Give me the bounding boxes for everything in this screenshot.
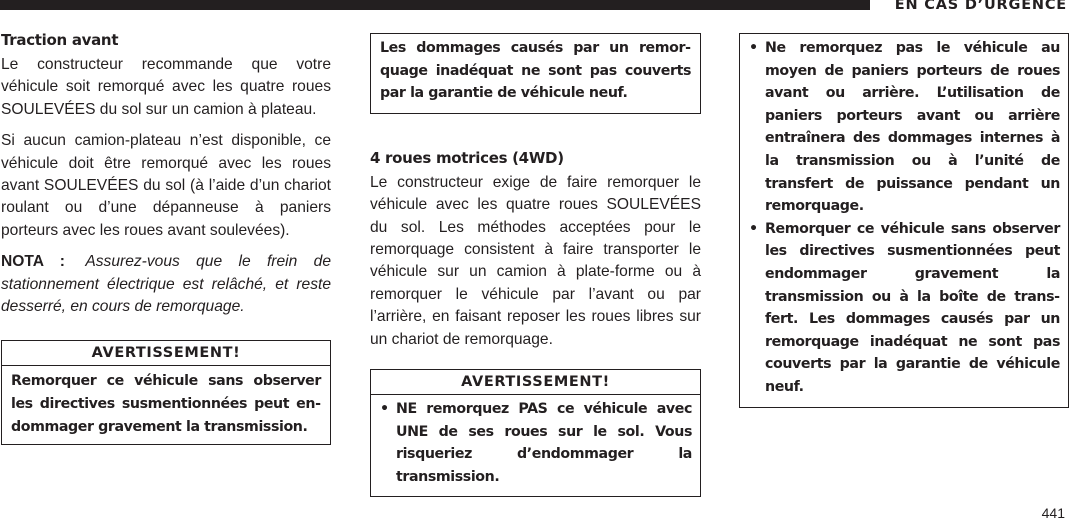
note xyxy=(1,251,331,318)
caution-box-garantie xyxy=(370,33,701,114)
note-text: Assurez-vous que le frein de stationnement électrique est relâché, et reste desserré, en cours de remorquage. xyxy=(1,253,331,316)
warning-title: AVERTISSEMENT! xyxy=(2,341,330,366)
bullet-icon: • xyxy=(749,220,758,237)
paragraph-4wd: Le constructeur exige de faire remorquer le véhicule avec les quatre roues SOULEVÉES du sol. Les méthodes acceptées pour le remorquage consistent à faire transporter le véhicule sur un camion à plate-forme ou à remorquer le véhicule par l’avant ou par l’arrière, en faisant reposer les roues libres sur un chariot de remorquage. xyxy=(370,173,701,348)
warning-box-continued xyxy=(739,33,1069,408)
warning-bullet-list-continued xyxy=(740,34,1068,407)
section-label: EN CAS D’URGENCE xyxy=(885,0,1067,14)
warning-title-4wd: AVERTISSEMENT! xyxy=(371,370,700,395)
list-item: • NE remorquez PAS ce véhicule avec UNE de ses roues sur le sol. Vous risqueriez d’endommager la transmission. xyxy=(380,398,692,488)
list-item: • Ne remorquez pas le véhicule au moyen de paniers porteurs de roues avant ou arrière. L’utilisation de paniers porteurs avant ou arrière entraînera des dommages internes à la transmission ou à l’unité de transfert de puissance pendant un remorquage. xyxy=(749,37,1060,218)
heading-4wd: 4 roues motrices (4WD) xyxy=(370,148,564,167)
header-rule xyxy=(0,0,870,10)
column-left xyxy=(1,30,331,445)
warning-text: Remorquer ce véhicule sans observer les directives susmentionnées peut endommager gravement la transmission. xyxy=(11,373,321,435)
warning-box-transmission xyxy=(1,340,331,445)
heading-traction-avant: Traction avant xyxy=(1,31,119,49)
page-number: 441 xyxy=(1041,505,1065,521)
column-right xyxy=(739,30,1069,408)
warning-box-4wd xyxy=(370,369,701,497)
bullet-icon: • xyxy=(749,40,758,56)
column-middle xyxy=(370,30,701,497)
paragraph-sans-camion-plateau: Si aucun camion-plateau n’est disponible, ce véhicule doit être remorqué avec les roues avant SOULEVÉES du sol (à l’aide d’un chariot roulant ou d’une dépanneuse à paniers porteurs avec les roues avant soulevées). xyxy=(1,132,331,239)
page-header xyxy=(0,0,1069,15)
caution-text: Les dommages causés par un remorquage inadéquat ne sont pas couverts par la garantie de véhicule neuf. xyxy=(380,40,691,102)
paragraph-recommandation: Le constructeur recommande que votre véhicule soit remorqué avec les quatre roues SOULEVÉES du sol sur un camion à plateau. xyxy=(1,56,331,118)
note-label: NOTA : xyxy=(1,253,65,271)
list-item: • Remorquer ce véhicule sans observer les directives susmentionnées peut endommager gravement la transmission ou à la boîte de transfert. Les dommages causés par un remorquage inadéquat ne sont pas couverts par la garantie de véhicule neuf. xyxy=(749,218,1060,399)
warning-bullet-list xyxy=(371,395,700,496)
bullet-icon: • xyxy=(380,401,389,418)
